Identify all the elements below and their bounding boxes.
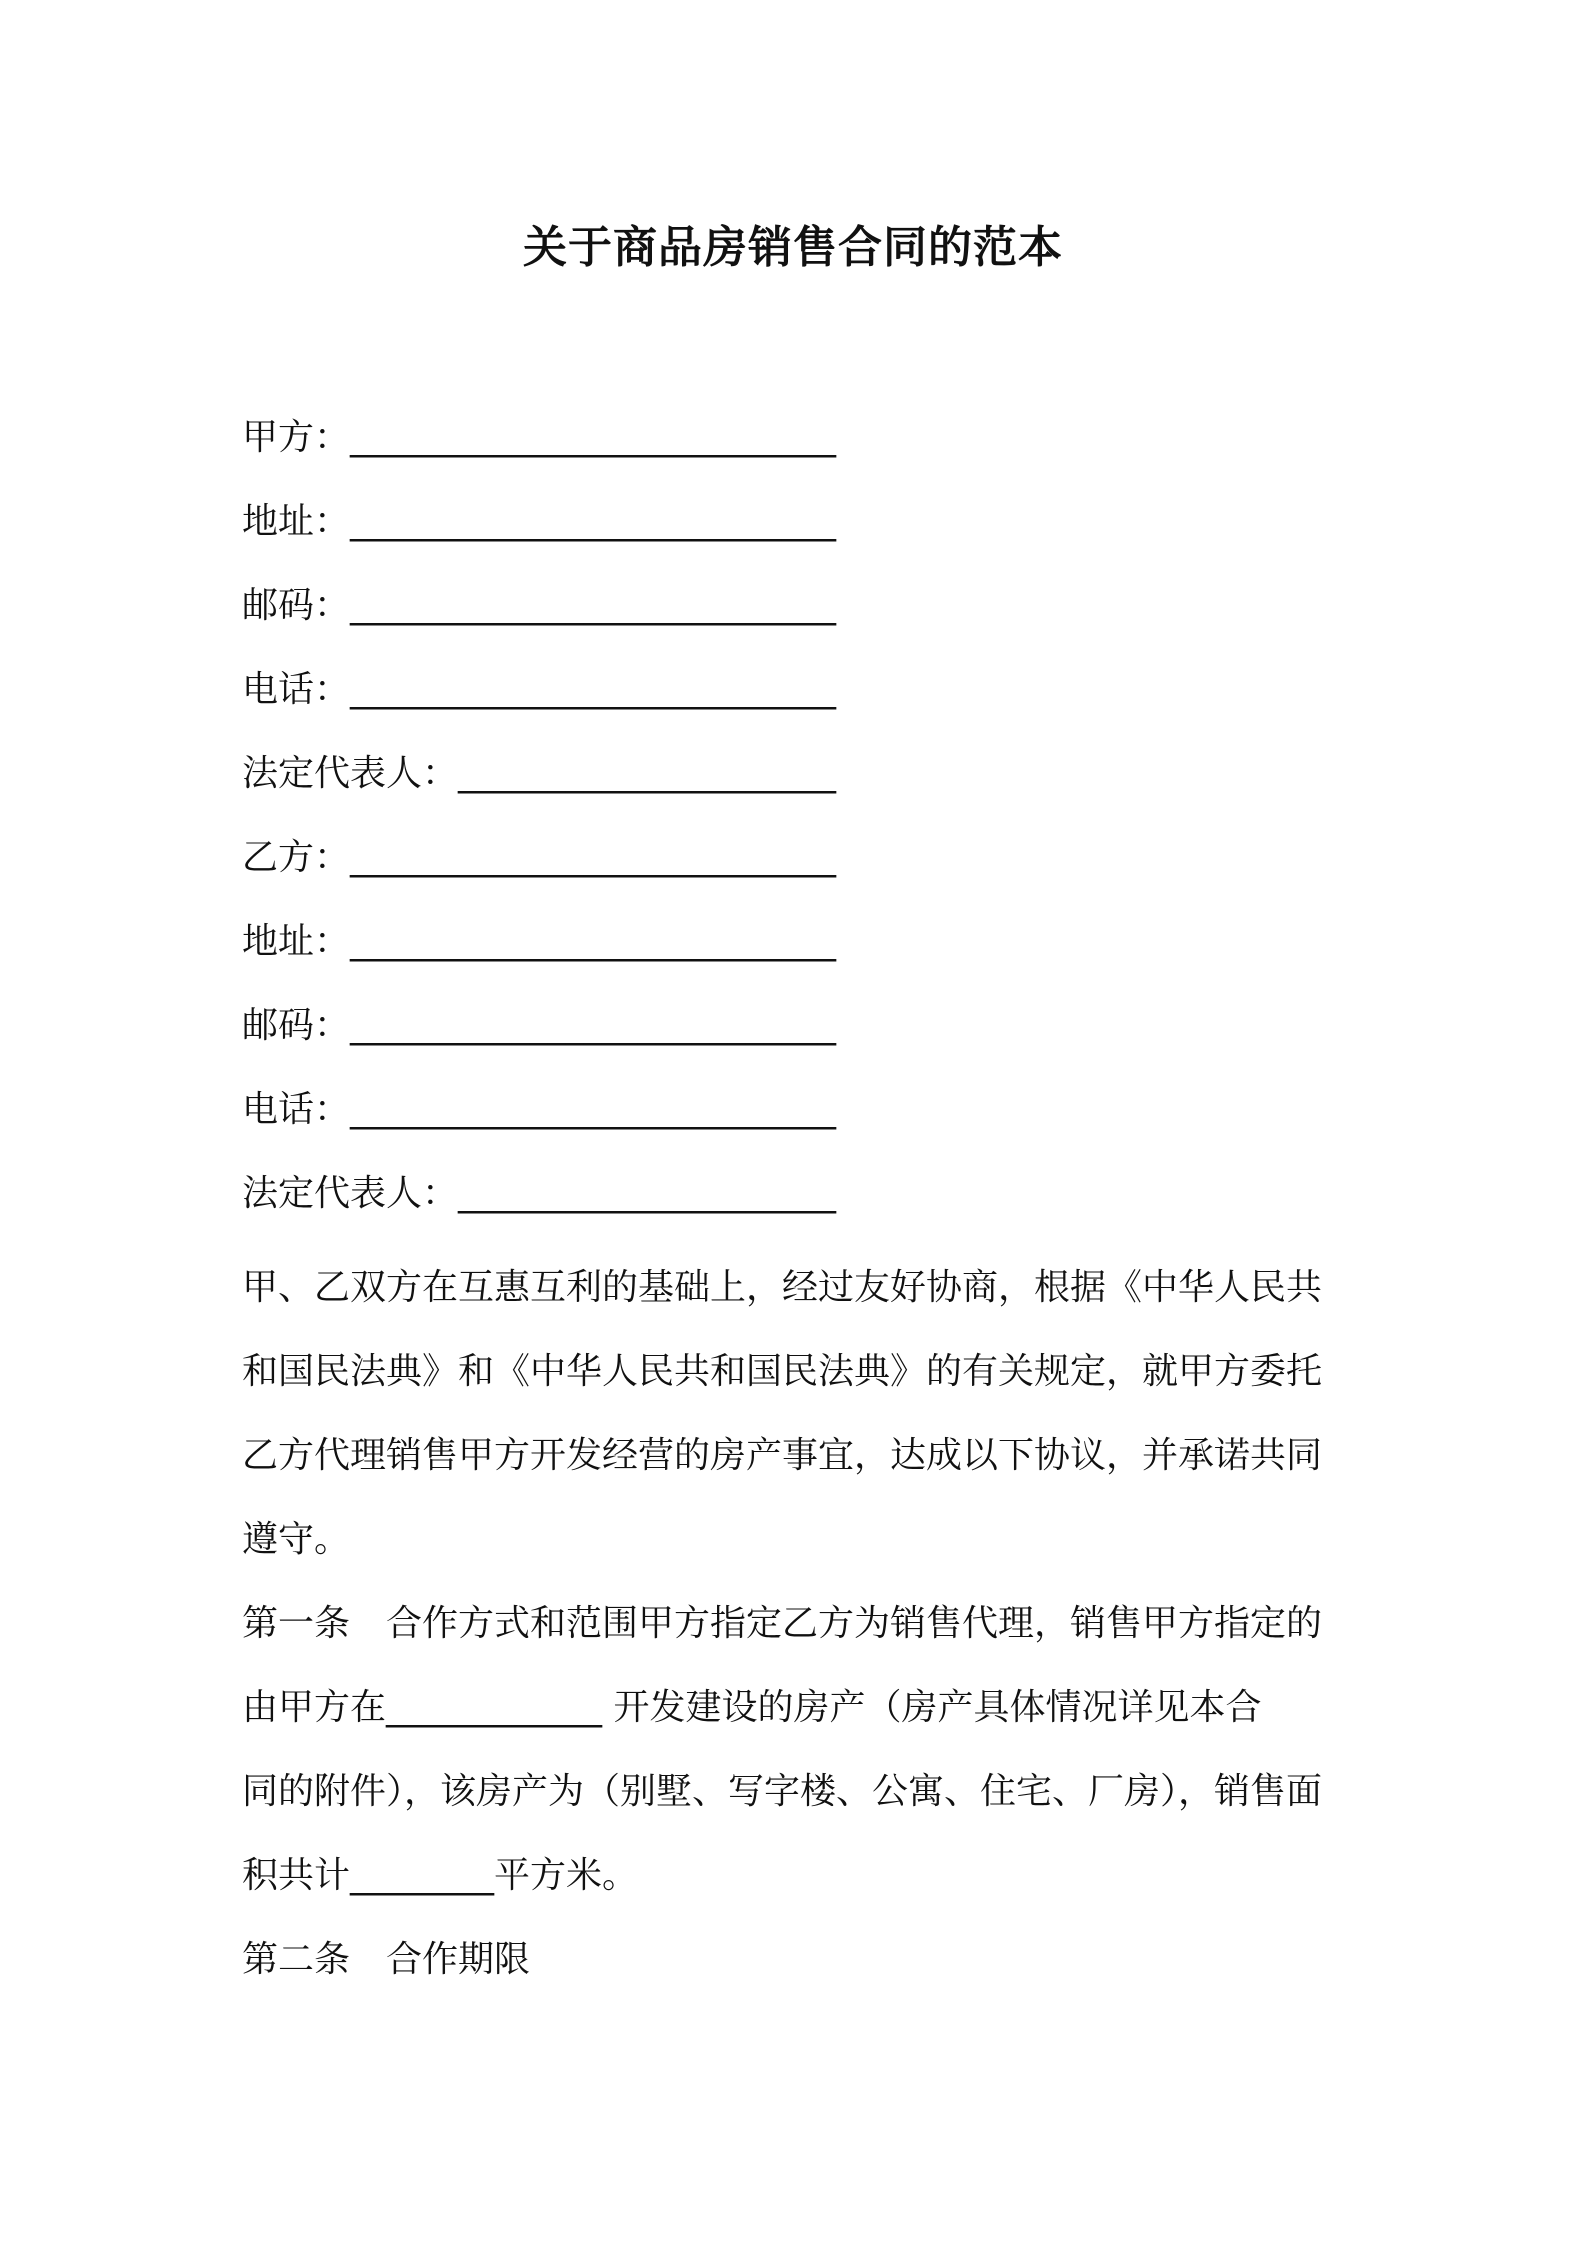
article-1-line: 由甲方在____________ 开发建设的房产（房产具体情况详见本合 xyxy=(242,1687,1262,1728)
document-title: 关于商品房销售合同的范本 xyxy=(523,222,1063,273)
party-a-postcode-field: 邮码：___________________________ xyxy=(242,585,837,626)
preamble-paragraph xyxy=(242,1246,1362,1582)
preamble-line: 遵守。 xyxy=(242,1519,351,1560)
article-2-paragraph xyxy=(242,1918,1362,2002)
article-1-paragraph xyxy=(242,1582,1362,1918)
party-fields xyxy=(242,408,1362,1248)
party-a-phone-field: 电话：___________________________ xyxy=(242,669,837,710)
preamble-line: 甲、乙双方在互惠互利的基础上，经过友好协商，根据《中华人民共 xyxy=(242,1267,1323,1308)
article-2-number: 第二条 xyxy=(242,1939,351,1980)
article-2-line xyxy=(242,1918,1362,2002)
preamble-line: 乙方代理销售甲方开发经营的房产事宜，达成以下协议，并承诺共同 xyxy=(242,1435,1323,1476)
party-b-phone-field: 电话：___________________________ xyxy=(242,1089,837,1130)
party-b-name-field: 乙方：___________________________ xyxy=(242,837,837,878)
article-2-heading: 合作期限 xyxy=(386,1939,531,1980)
article-1-line: 同的附件），该房产为（别墅、写字楼、公寓、住宅、厂房），销售面 xyxy=(242,1771,1323,1812)
article-1-number: 第一条 xyxy=(242,1603,351,1644)
article-1-first-line xyxy=(242,1582,1362,1666)
party-b-address-field: 地址：___________________________ xyxy=(242,921,837,962)
party-a-address-field: 地址：___________________________ xyxy=(242,501,837,542)
article-1-line: 积共计________平方米。 xyxy=(242,1855,639,1896)
contract-body xyxy=(242,1246,1362,2002)
party-a-name-field: 甲方：___________________________ xyxy=(242,417,837,458)
article-1-heading-text: 合作方式和范围甲方指定乙方为销售代理，销售甲方指定的 xyxy=(386,1603,1323,1644)
party-a-legal-rep-field: 法定代表人：_____________________ xyxy=(242,753,837,794)
party-b-legal-rep-field: 法定代表人：_____________________ xyxy=(242,1173,837,1214)
preamble-line: 和国民法典》和《中华人民共和国民法典》的有关规定，就甲方委托 xyxy=(242,1351,1323,1392)
party-b-postcode-field: 邮码：___________________________ xyxy=(242,1005,837,1046)
